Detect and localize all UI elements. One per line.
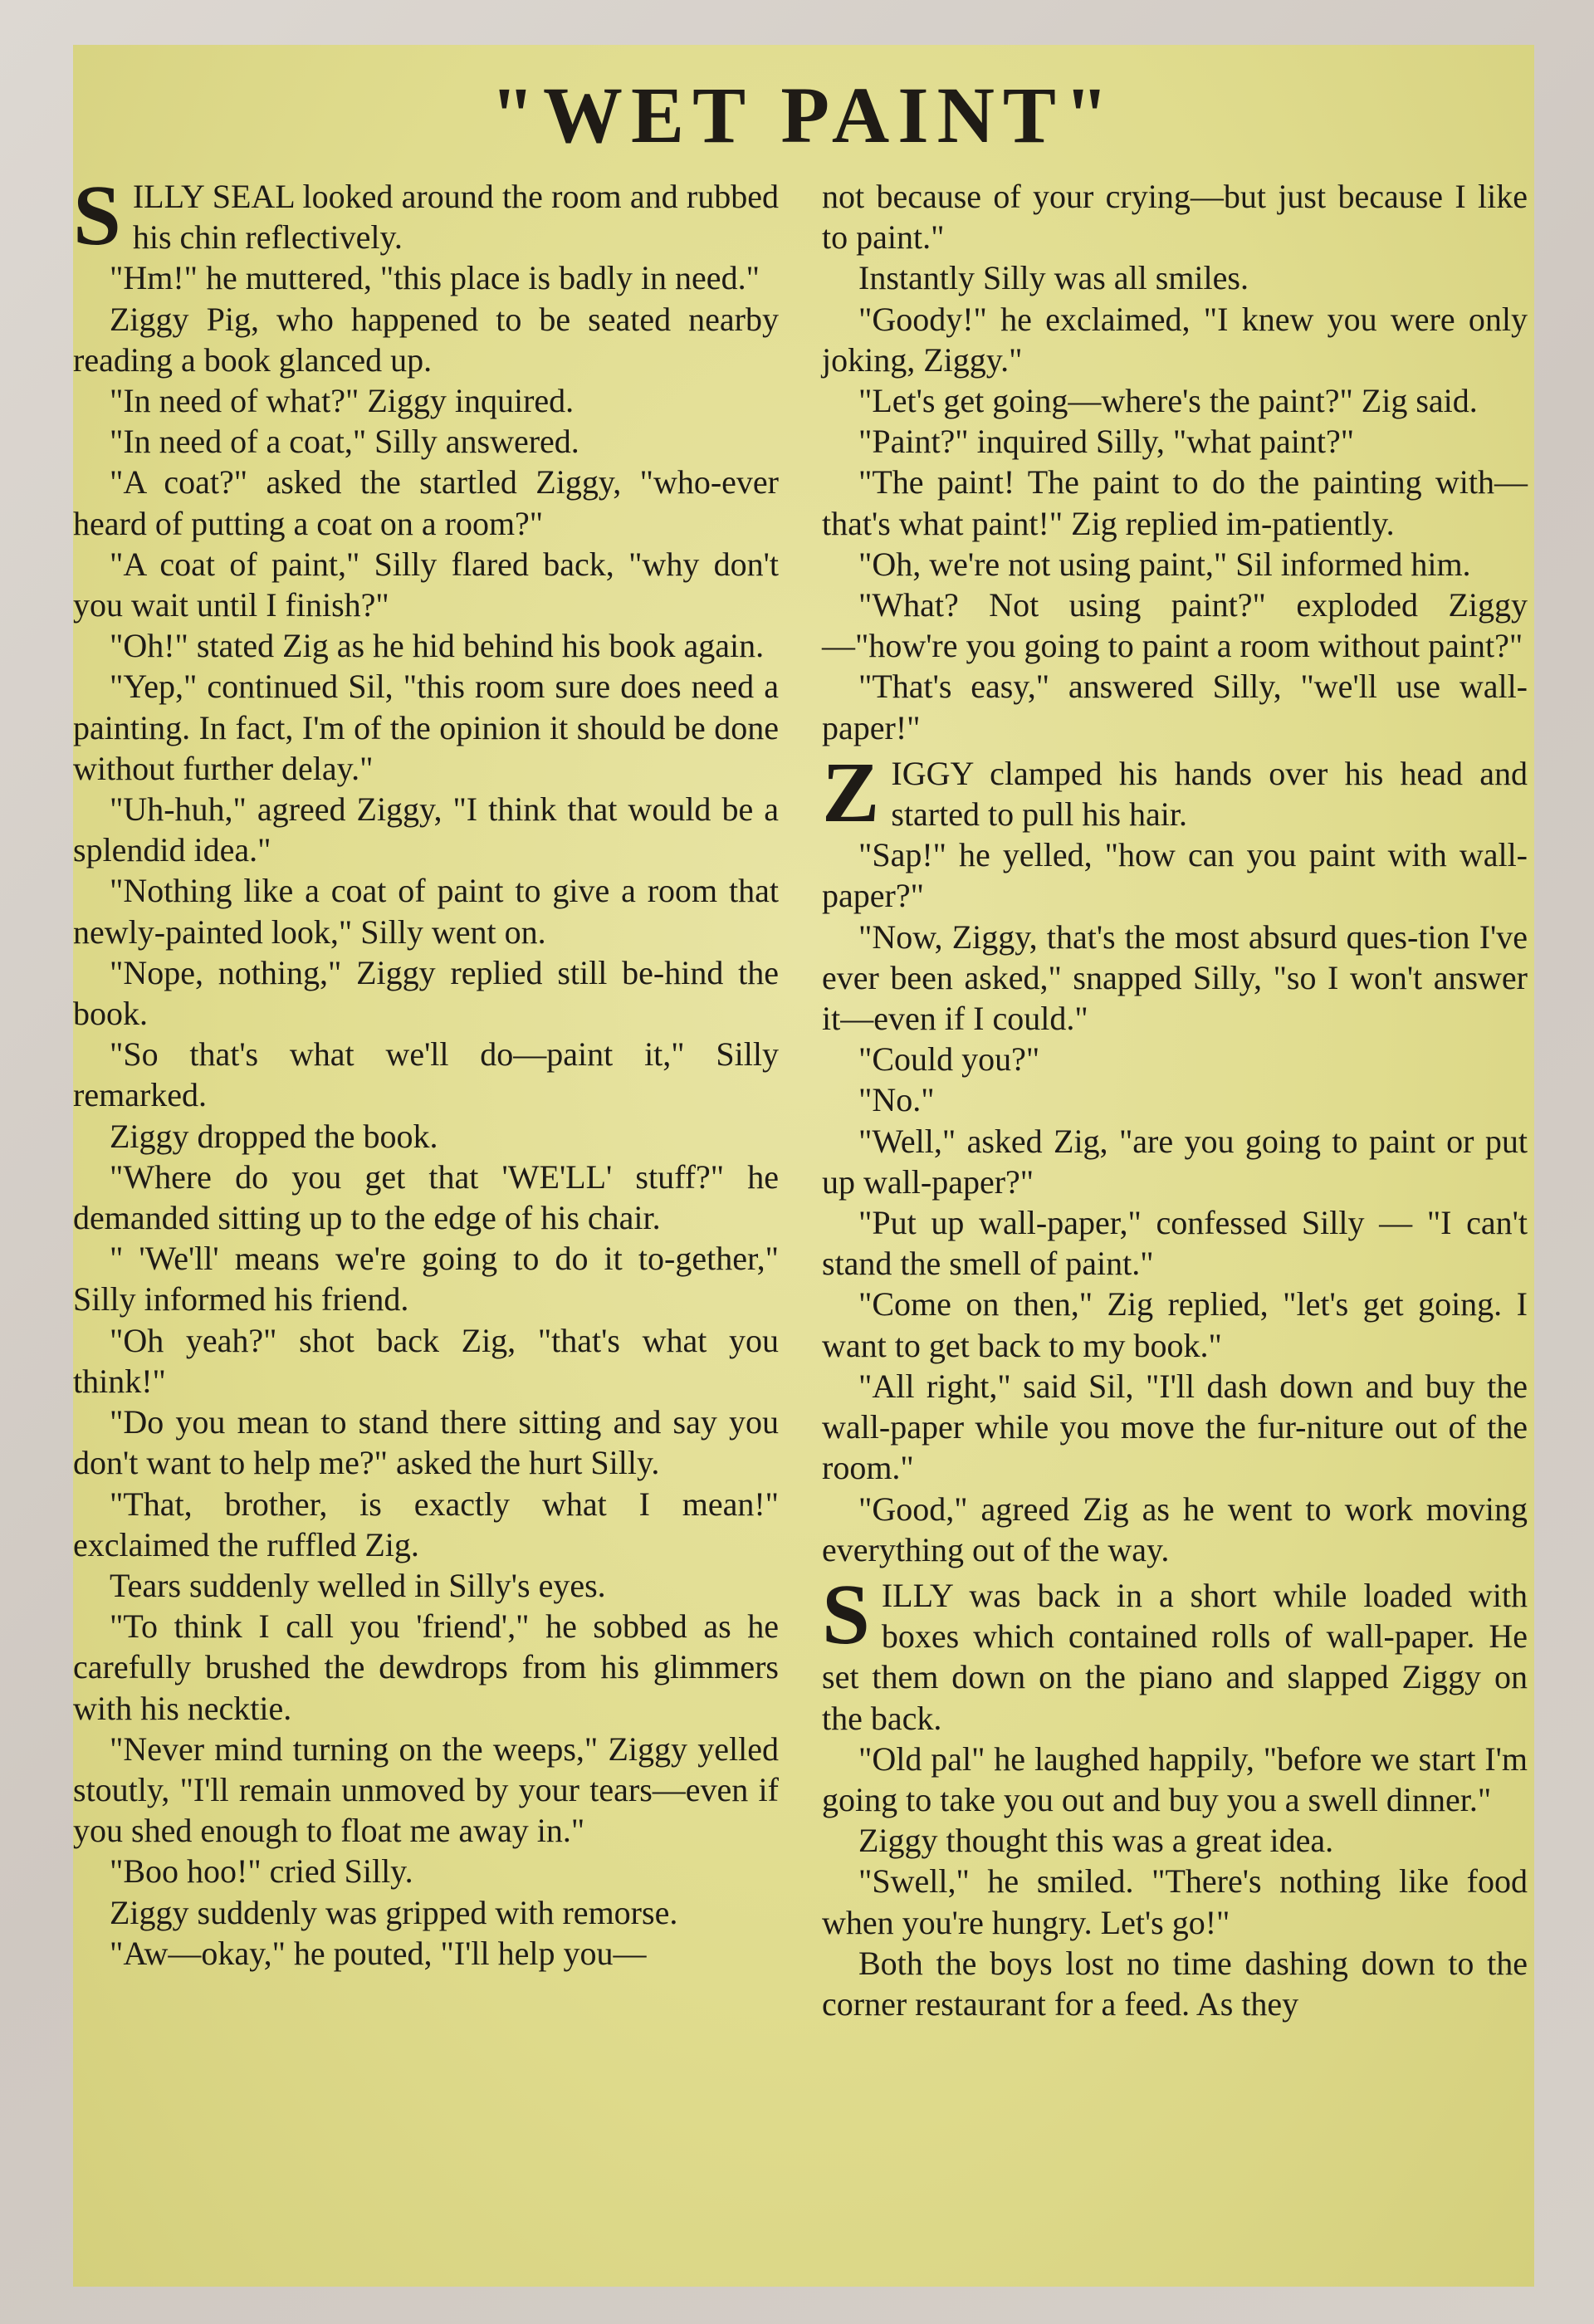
paragraph-text: "Let's get going—where's the paint?" Zig said. — [858, 382, 1478, 420]
paragraph — [822, 299, 1528, 380]
left-column — [73, 168, 779, 1974]
paragraph-text: "Oh, we're not using paint," Sil informed him. — [858, 545, 1471, 583]
paragraph — [73, 1320, 779, 1402]
story-panel — [73, 45, 1534, 2287]
paragraph-with-dropcap — [822, 1566, 1528, 1739]
paragraph — [73, 380, 779, 421]
paragraph-text: "Nope, nothing," Ziggy replied still be-hind the book. — [73, 953, 779, 1033]
paragraph-text: "Do you mean to stand there sitting and say you don't want to help me?" asked the hurt Silly. — [73, 1403, 779, 1482]
paragraph — [73, 1565, 779, 1606]
paragraph — [822, 1861, 1528, 1942]
paragraph — [73, 544, 779, 625]
paragraph-text: "Yep," continued Sil, "this room sure does need a painting. In fact, I'm of the opinion it should be done without further delay." — [73, 668, 779, 787]
paragraph — [822, 1284, 1528, 1365]
paragraph — [73, 1892, 779, 1933]
paragraph-text: "Where do you get that 'WE'LL' stuff?" he demanded sitting up to the edge of his chair. — [73, 1157, 779, 1237]
drop-cap: Z — [822, 744, 880, 840]
paragraph — [73, 1157, 779, 1238]
paragraph — [73, 1238, 779, 1319]
paragraph-text: "Put up wall-paper," confessed Silly — "I can't stand the smell of paint." — [822, 1204, 1528, 1283]
paragraph-text: Tears suddenly welled in Silly's eyes. — [110, 1566, 606, 1604]
paragraph-text: "Come on then," Zig replied, "let's get going. I want to get back to my book." — [822, 1285, 1528, 1364]
paragraph-text: Ziggy Pig, who happened to be seated nearby reading a book glanced up. — [73, 300, 779, 379]
paragraph-text: ILLY was back in a short while loaded with boxes which contained rolls of wall-paper. He set them down on the piano and slapped Ziggy on the back. — [822, 1576, 1528, 1737]
paragraph — [822, 834, 1528, 916]
paragraph — [822, 1202, 1528, 1284]
paragraph-text: "Swell," he smiled. "There's nothing like food when you're hungry. Let's go!" — [822, 1862, 1528, 1941]
paragraph-text: ILLY SEAL looked around the room and rubbed his chin reflectively. — [132, 178, 779, 257]
story-title: "WET PAINT" — [490, 71, 1117, 159]
paragraph — [822, 257, 1528, 298]
paragraph — [73, 625, 779, 666]
paragraph-text: Ziggy suddenly was gripped with remorse. — [110, 1893, 678, 1931]
paragraph-text: "Sap!" he yelled, "how can you paint with wall-paper?" — [822, 836, 1528, 915]
paragraph-text: Both the boys lost no time dashing down to the corner restaurant for a feed. As they — [822, 1944, 1528, 2023]
paragraph — [73, 257, 779, 298]
paragraph-text: "Boo hoo!" cried Silly. — [110, 1852, 413, 1891]
paragraph — [822, 1489, 1528, 1570]
paragraph — [822, 380, 1528, 421]
paragraph — [822, 585, 1528, 666]
drop-cap: S — [822, 1566, 870, 1662]
paragraph-text: " 'We'll' means we're going to do it to-gether," Silly informed his friend. — [73, 1240, 779, 1319]
paragraph — [822, 917, 1528, 1040]
paragraph-text: "Could you?" — [858, 1040, 1040, 1079]
paragraph-text: Ziggy thought this was a great idea. — [858, 1822, 1334, 1860]
paragraph-text: "To think I call you 'friend'," he sobbed as he carefully brushed the dewdrops from his glimmers with his necktie. — [73, 1607, 779, 1727]
drop-cap: S — [73, 168, 121, 263]
paragraph — [822, 1820, 1528, 1861]
paragraph — [73, 1933, 779, 1974]
paragraph — [822, 544, 1528, 585]
paragraph — [73, 1402, 779, 1483]
paragraph — [822, 666, 1528, 747]
paragraph-text: IGGY clamped his hands over his head and started to pull his hair. — [891, 754, 1528, 834]
paragraph — [822, 1121, 1528, 1202]
paragraph — [73, 1484, 779, 1565]
paragraph-text: "Aw—okay," he pouted, "I'll help you— — [110, 1934, 647, 1972]
paragraph-text: "Goody!" he exclaimed, "I knew you were only joking, Ziggy." — [822, 300, 1528, 379]
paragraph-text: "Good," agreed Zig as he went to work moving everything out of the way. — [822, 1490, 1528, 1568]
paragraph-text: "Oh yeah?" shot back Zig, "that's what you think!" — [73, 1321, 779, 1400]
paragraph-text: "Nothing like a coat of paint to give a room that newly-painted look," Silly went on. — [73, 872, 779, 951]
paragraph — [822, 1739, 1528, 1820]
paragraph — [822, 1366, 1528, 1489]
paragraph-with-dropcap — [73, 168, 779, 263]
paragraph-with-dropcap — [822, 744, 1528, 840]
paragraph — [73, 421, 779, 462]
paragraph — [73, 789, 779, 870]
paragraph — [822, 1039, 1528, 1079]
paragraph-text: "What? Not using paint?" exploded Ziggy—"how're you going to paint a room without paint?" — [822, 586, 1528, 665]
paragraph — [822, 462, 1528, 543]
paragraph — [73, 870, 779, 952]
paragraph-text: "Old pal" he laughed happily, "before we start I'm going to take you out and buy you a swell dinner." — [822, 1739, 1528, 1818]
paragraph-text: "Well," asked Zig, "are you going to paint or put up wall-paper?" — [822, 1122, 1528, 1201]
paragraph-text: "Oh!" stated Zig as he hid behind his book again. — [110, 627, 765, 665]
paragraph-text: Instantly Silly was all smiles. — [858, 259, 1249, 297]
paragraph — [822, 421, 1528, 462]
paragraph — [73, 299, 779, 380]
paragraph — [822, 176, 1528, 257]
paragraph-text: not because of your crying—but just because I like to paint." — [822, 178, 1528, 257]
paragraph-text: Ziggy dropped the book. — [110, 1117, 438, 1155]
paragraph-text: "Now, Ziggy, that's the most absurd ques-tion I've ever been asked," snapped Silly, "so I won't answer it—even if I could." — [822, 917, 1528, 1038]
paragraph-text: "So that's what we'll do—paint it," Silly remarked. — [73, 1035, 779, 1114]
paragraph — [73, 462, 779, 543]
paragraph-text: "Paint?" inquired Silly, "what paint?" — [858, 423, 1355, 461]
paragraph-text: "Hm!" he muttered, "this place is badly in need." — [110, 259, 760, 297]
paragraph-text: "That, brother, is exactly what I mean!" exclaimed the ruffled Zig. — [73, 1485, 779, 1563]
paragraph-text: "All right," said Sil, "I'll dash down and buy the wall-paper while you move the fur-niture out of the room." — [822, 1367, 1528, 1487]
paragraph-text: "In need of what?" Ziggy inquired. — [110, 382, 575, 420]
paragraph — [73, 1729, 779, 1852]
paragraph — [73, 1116, 779, 1157]
paragraph-text: "No." — [858, 1081, 935, 1119]
paragraph-text: "A coat of paint," Silly flared back, "why don't you wait until I finish?" — [73, 545, 779, 624]
paragraph — [73, 1851, 779, 1891]
paragraph-text: "The paint! The paint to do the painting with—that's what paint!" Zig replied im-patiently. — [822, 463, 1528, 542]
right-column — [822, 176, 1528, 2024]
paragraph — [822, 1943, 1528, 2024]
paragraph — [73, 666, 779, 789]
paragraph-text: "A coat?" asked the startled Ziggy, "who-ever heard of putting a coat on a room?" — [73, 463, 779, 542]
paragraph — [822, 1079, 1528, 1120]
paragraph — [73, 1034, 779, 1115]
paragraph-text: "Never mind turning on the weeps," Ziggy yelled stoutly, "I'll remain unmoved by your tears—even if you shed enough to float me away in." — [73, 1730, 779, 1850]
paragraph — [73, 952, 779, 1034]
paragraph-text: "That's easy," answered Silly, "we'll use wall-paper!" — [822, 668, 1528, 746]
paragraph-text: "Uh-huh," agreed Ziggy, "I think that would be a splendid idea." — [73, 790, 779, 869]
paragraph — [73, 1606, 779, 1729]
paragraph-text: "In need of a coat," Silly answered. — [110, 423, 579, 461]
